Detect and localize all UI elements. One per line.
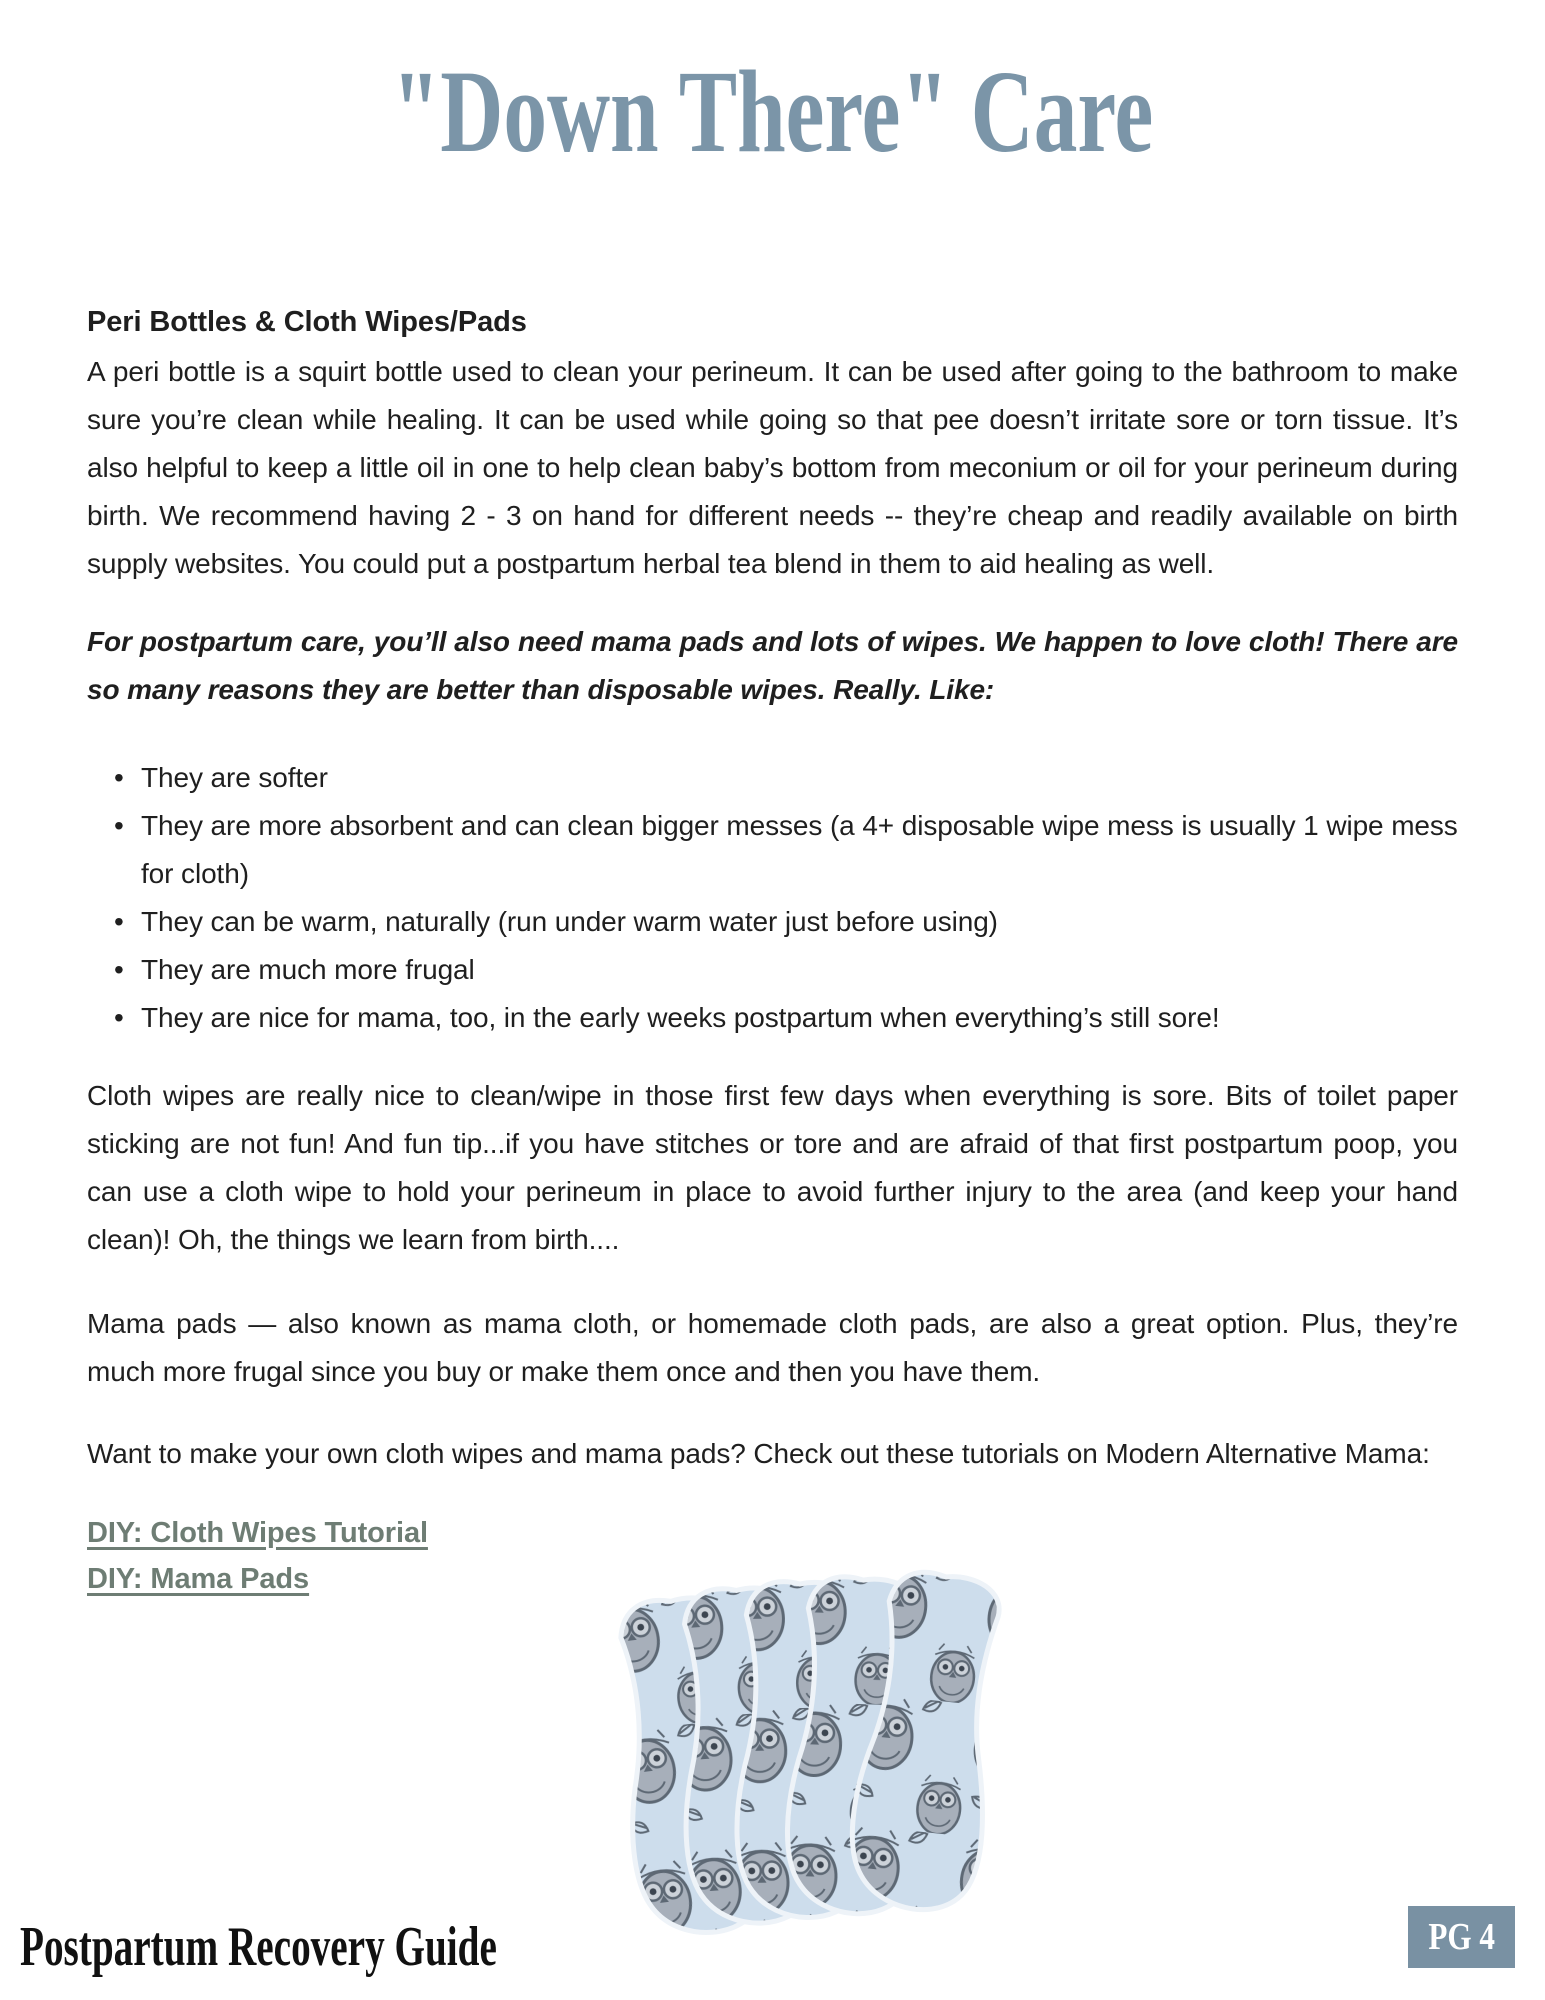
page-content [87,300,1458,1602]
cloth-benefits-list [87,754,1458,1042]
list-item-text: They are more absorbent and can clean bigger messes (a 4+ disposable wipe mess is usually 1 wipe mess for cloth) [141,810,1458,889]
page-number-badge [1408,1906,1515,1968]
diy-tutorial-link[interactable] [87,1510,428,1556]
list-item [141,946,1458,994]
diy-tutorial-link[interactable] [87,1556,309,1602]
diy-tutorial-link-text: DIY: Mama Pads [87,1563,310,1595]
section-heading: Peri Bottles & Cloth Wipes/Pads [87,306,527,338]
list-item [141,898,1458,946]
page-title [0,46,1545,177]
list-item-text: They are much more frugal [141,954,475,985]
footer-brand [20,1918,701,1976]
paragraph-cloth-wipes: Cloth wipes are really nice to clean/wipe in those first few days when everything is sore. Bits of toilet paper sticking are not fun! And fun tip...if you have stitches or tore and are afraid of that first postpartum poop, you can use a cloth wipe to hold your perineum in place to avoid further injury to the area (and keep your hand clean)! Oh, the things we learn from birth.... [87,1080,1458,1255]
footer-brand-text: Postpartum Recovery Guide [20,1916,497,1978]
paragraph-mama-pads: Mama pads — also known as mama cloth, or homemade cloth pads, are also a great option. Plus, they’re much more frugal since you buy or make them once and then you have them. [87,1308,1458,1387]
list-item-text: They can be warm, naturally (run under warm water just before using) [141,906,998,937]
list-item [141,754,1458,802]
page-number-text: PG 4 [1428,1916,1495,1958]
paragraph-tutorials: Want to make your own cloth wipes and mama pads? Check out these tutorials on Modern Alternative Mama: [87,1438,1430,1469]
page-title-text: "Down There" Care [391,46,1154,177]
list-item [141,802,1458,898]
paragraph-cloth-intro: For postpartum care, you’ll also need mama pads and lots of wipes. We happen to love cloth! There are so many reasons they are better than disposable wipes. Really. Like: [87,626,1458,705]
list-item-text: They are nice for mama, too, in the early weeks postpartum when everything’s still sore! [141,1002,1220,1033]
list-item-text: They are softer [141,762,328,793]
cloth-pads-image [614,1566,1044,1938]
paragraph-peri-bottle: A peri bottle is a squirt bottle used to clean your perineum. It can be used after going to the bathroom to make sure you’re clean while healing. It can be used while going so that pee doesn’t irritate sore or torn tissue. It’s also helpful to keep a little oil in one to help clean baby’s bottom from meconium or oil for your perineum during birth. We recommend having 2 - 3 on hand for different needs -- they’re cheap and readily available on birth supply websites. You could put a postpartum herbal tea blend in them to aid healing as well. [87,356,1458,579]
diy-tutorial-link-text: DIY: Cloth Wipes Tutorial [87,1517,428,1549]
list-item [141,994,1458,1042]
